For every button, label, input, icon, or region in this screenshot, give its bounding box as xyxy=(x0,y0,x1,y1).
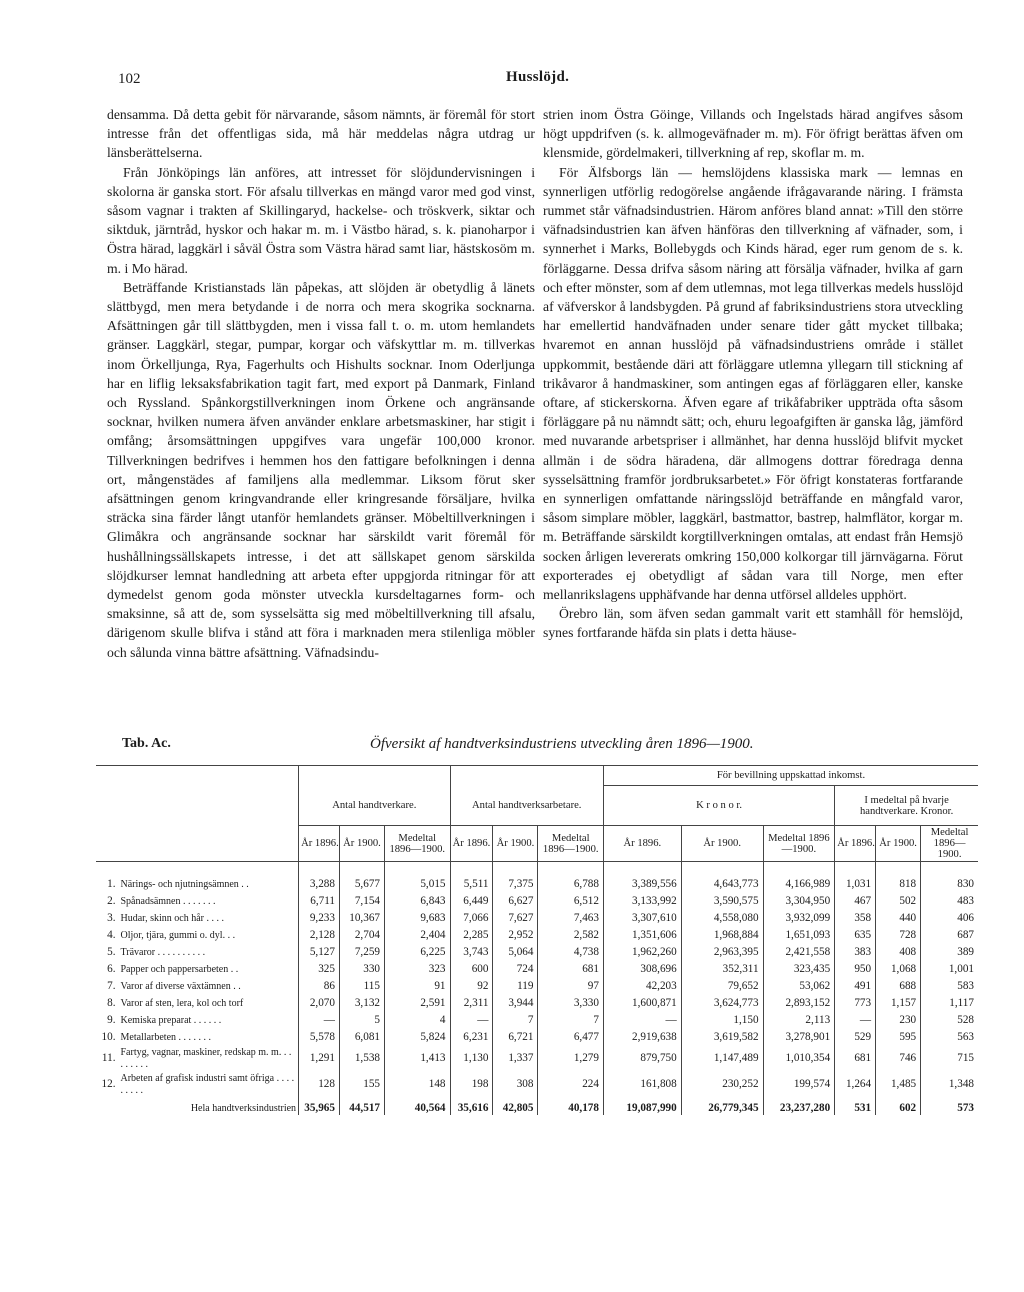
row-label: Varor af diverse växtämnen . . xyxy=(120,980,241,992)
table-cell: 406 xyxy=(921,910,978,927)
header-kronor: K r o n o r. xyxy=(603,786,834,826)
table-cell: 2,421,558 xyxy=(763,944,835,961)
table-cell: 6,843 xyxy=(385,893,451,910)
table-cell: 6,231 xyxy=(450,1029,493,1046)
table-cell: 2,591 xyxy=(385,995,451,1012)
table-cell: 688 xyxy=(876,978,921,995)
table-cell: 1,150 xyxy=(681,1012,763,1029)
table-cell: 502 xyxy=(876,893,921,910)
table-cell: 148 xyxy=(385,1072,451,1098)
left-column xyxy=(107,105,535,662)
table-cell: 2,070 xyxy=(299,995,340,1012)
row-label: Arbeten af grafisk industri samt öfriga . . . . . . . . . xyxy=(120,1072,295,1096)
table-cell: 2,404 xyxy=(385,927,451,944)
table-cell: 3,288 xyxy=(299,876,340,893)
row-label: Kemiska preparat . . . . . . xyxy=(120,1014,222,1026)
table-cell: 389 xyxy=(921,944,978,961)
table-cell: 3,307,610 xyxy=(603,910,681,927)
table-cell: 4 xyxy=(385,1012,451,1029)
table-cell: 715 xyxy=(921,1046,978,1072)
col-header: År 1896. xyxy=(450,826,493,862)
table-cell: 358 xyxy=(835,910,876,927)
right-column xyxy=(543,105,963,643)
paragraph: Från Jönköpings län anföres, att intresset för slöjdundervisningen i skolorna är ganska stort. För afsalu tillverkas en mängd varor med god vinst, såsom vagnar i trakten af Skillingaryd, hackelse- och tröskverk, siktar och siktduk, järntråd, hyskor och hakar m. m. i Västbo härad, s. k. pianoharpor i Östra härad, laggkärl i såväl Östra som Västra härad samt liar, hästskosöm m. m. i Mo härad. xyxy=(107,164,535,276)
table-cell: 5,677 xyxy=(339,876,384,893)
page-number: 102 xyxy=(118,71,141,87)
table-cell: 1,351,606 xyxy=(603,927,681,944)
table-cell: 44,517 xyxy=(339,1098,384,1115)
table-cell: 2,311 xyxy=(450,995,493,1012)
col-header: År 1900. xyxy=(681,826,763,862)
table-cell: 6,721 xyxy=(493,1029,538,1046)
table-cell: 1,264 xyxy=(835,1072,876,1098)
table-cell: 86 xyxy=(299,978,340,995)
table-cell: 1,538 xyxy=(339,1046,384,1072)
table-cell: 408 xyxy=(876,944,921,961)
col-header: Medeltal 1896—1900. xyxy=(385,826,451,862)
table-cell: 1,147,489 xyxy=(681,1046,763,1072)
table-cell: 746 xyxy=(876,1046,921,1072)
table-cell: 79,652 xyxy=(681,978,763,995)
table-cell: 6,225 xyxy=(385,944,451,961)
table-cell: 161,808 xyxy=(603,1072,681,1098)
table-cell: 7,463 xyxy=(538,910,604,927)
table-cell: 467 xyxy=(835,893,876,910)
table-cell: 573 xyxy=(921,1098,978,1115)
table-cell: 7,375 xyxy=(493,876,538,893)
table-cell: 325 xyxy=(299,961,340,978)
table-cell: 1,968,884 xyxy=(681,927,763,944)
table-cell: 6,449 xyxy=(450,893,493,910)
table-cell: 2,919,638 xyxy=(603,1029,681,1046)
table-cell: 352,311 xyxy=(681,961,763,978)
table-cell: 5,064 xyxy=(493,944,538,961)
table-cell: 2,113 xyxy=(763,1012,835,1029)
table-cell: 3,330 xyxy=(538,995,604,1012)
row-index: 1. xyxy=(107,877,116,890)
table-cell: 230,252 xyxy=(681,1072,763,1098)
table-cell: 563 xyxy=(921,1029,978,1046)
table-cell: 1,291 xyxy=(299,1046,340,1072)
table-cell: — xyxy=(835,1012,876,1029)
table-cell: 1,651,093 xyxy=(763,927,835,944)
table-cell: 53,062 xyxy=(763,978,835,995)
table-row xyxy=(96,1012,978,1029)
table-cell: 2,582 xyxy=(538,927,604,944)
table-cell: 308 xyxy=(493,1072,538,1098)
col-header: År 1896. xyxy=(835,826,876,862)
total-label: Hela handtverksindustrien xyxy=(190,1102,297,1114)
statistics-table xyxy=(96,765,978,1115)
table-label: Tab. Ac. xyxy=(122,736,171,751)
table-cell: 483 xyxy=(921,893,978,910)
header-medeltal-per: I medeltal på hvarje handtverkare. Kronor. xyxy=(835,786,978,826)
table-cell: 5,127 xyxy=(299,944,340,961)
table-cell: 35,965 xyxy=(299,1098,340,1115)
table-cell: 199,574 xyxy=(763,1072,835,1098)
row-label: Metallarbeten . . . . . . . xyxy=(120,1031,212,1043)
table-cell: 1,068 xyxy=(876,961,921,978)
paragraph: För Älfsborgs län — hemslöjdens klassiska mark — lemnas en synnerligen utförlig redogörelse angående ifrågavarande näring. I främsta rummet står väfnadsindustrien. Härom anföres bland annat: »Till den större väfnadsindustrien kan äfven hänföras den tillverkning af väfnader, som, i synnerhet i Marks, Bollebygds och Kinds härad, eger rum genom de s. k. förläggarne. Dessa drifva såsom näring att försälja väfnader, hvilka af garn och efter mönster, som af dem utlemnas, mot lega tillverkas medels husslöjd af väfverskor å landsbygden. På grund af fabriksindustriens stora utveckling har emellertid handväfnaden under senare tider gått mycket tillbaka; hvaremot en annan husslöjd på väfnadsindustriens område i stället uppkommit, bestående däri att förläggare utlemna yllegarn till stickning af trikåvaror å handmaskiner, som antingen egas af förläggaren eller, kanske oftare, af stickerskorna. Äfven egare af trikåfabriker uppträda ofta såsom förläggare på nu nämndt sätt; och, ehuru legoafgiften är ganska låg, jämförd med nuvarande arbetspriser i allmänhet, har denna husslöjd blifvit mycket allmän i de södra häradena, där allmogens dottrar föredraga denna sysselsättning framför jordbruksarbetet.» För öfrigt konstateras fortfarande en synnerligen omfattande näringsslöjd beträffande en mångfald varor, såsom simplare möbler, laggkärl, bastmattor, bastrep, halmflätor, korgar m. m. Beträffande särskildt korgtillverkningen omtalas, att endast från Hemsjö socken årligen levererats omkring 150,000 kolkorgar till järnvägarna. Förut exporterades ej obetydligt af sådan vara till Norge, men efter mellanrikslagens upphäfvande har denna utförsel alldeles upphört. xyxy=(543,164,963,603)
table-row xyxy=(96,961,978,978)
table-cell: 3,590,575 xyxy=(681,893,763,910)
col-header: År 1900. xyxy=(493,826,538,862)
table-cell: 42,203 xyxy=(603,978,681,995)
table-cell: 2,893,152 xyxy=(763,995,835,1012)
table-row xyxy=(96,944,978,961)
table-cell: 583 xyxy=(921,978,978,995)
table-cell: 531 xyxy=(835,1098,876,1115)
table-cell: 818 xyxy=(876,876,921,893)
table-cell: 26,779,345 xyxy=(681,1098,763,1115)
table-cell: 3,132 xyxy=(339,995,384,1012)
table-cell: 3,932,099 xyxy=(763,910,835,927)
table-cell: 230 xyxy=(876,1012,921,1029)
table-row xyxy=(96,927,978,944)
running-head: Husslöjd. xyxy=(506,69,570,85)
table-cell: 5,578 xyxy=(299,1029,340,1046)
table-cell: 3,133,992 xyxy=(603,893,681,910)
table-cell: 7,627 xyxy=(493,910,538,927)
table-cell: 42,805 xyxy=(493,1098,538,1115)
table-cell: 6,711 xyxy=(299,893,340,910)
table-cell: 1,279 xyxy=(538,1046,604,1072)
table-cell: 529 xyxy=(835,1029,876,1046)
table-title: Öfversikt af handtverksindustriens utveckling åren 1896—1900. xyxy=(370,736,754,752)
table-cell: 6,788 xyxy=(538,876,604,893)
table-cell: 728 xyxy=(876,927,921,944)
table-cell: 155 xyxy=(339,1072,384,1098)
table-cell: 2,704 xyxy=(339,927,384,944)
table-cell: 6,477 xyxy=(538,1029,604,1046)
table-cell: 1,413 xyxy=(385,1046,451,1072)
row-index: 2. xyxy=(107,894,116,907)
table-cell: 440 xyxy=(876,910,921,927)
row-index: 5. xyxy=(107,945,116,958)
table-cell: 3,624,773 xyxy=(681,995,763,1012)
table-row xyxy=(96,1072,978,1098)
table-cell: 1,130 xyxy=(450,1046,493,1072)
table-row xyxy=(96,995,978,1012)
header-inkomst: För bevillning uppskattad inkomst. xyxy=(603,766,978,786)
table-cell: 383 xyxy=(835,944,876,961)
table-cell: 1,010,354 xyxy=(763,1046,835,1072)
col-header: Medeltal 1896—1900. xyxy=(921,826,978,862)
table-cell: 7,066 xyxy=(450,910,493,927)
table-cell: 600 xyxy=(450,961,493,978)
table-cell: 3,944 xyxy=(493,995,538,1012)
table-cell: 40,178 xyxy=(538,1098,604,1115)
table-cell: 97 xyxy=(538,978,604,995)
table-cell: 681 xyxy=(538,961,604,978)
row-label: Papper och pappersarbeten . . xyxy=(120,963,239,975)
header-arbetare: Antal handtverksarbetare. xyxy=(450,786,603,826)
row-index: 11. xyxy=(101,1052,116,1064)
col-header: År 1896. xyxy=(603,826,681,862)
table-row xyxy=(96,1029,978,1046)
row-index: 4. xyxy=(107,928,116,941)
table-cell: 5,015 xyxy=(385,876,451,893)
table-cell: 1,962,260 xyxy=(603,944,681,961)
table-cell: 3,304,950 xyxy=(763,893,835,910)
table-cell: 224 xyxy=(538,1072,604,1098)
table-cell: 491 xyxy=(835,978,876,995)
row-label: Hudar, skinn och hår . . . . xyxy=(120,912,224,924)
table-cell: 23,237,280 xyxy=(763,1098,835,1115)
table-cell: 5 xyxy=(339,1012,384,1029)
row-index: 9. xyxy=(107,1013,116,1026)
col-header: År 1896. xyxy=(299,826,340,862)
table-cell: 1,157 xyxy=(876,995,921,1012)
paragraph: Örebro län, som äfven sedan gammalt varit ett stamhåll för hemslöjd, synes fortfarande häfda sin plats i detta häuse- xyxy=(543,606,963,641)
table-cell: 602 xyxy=(876,1098,921,1115)
table-cell: 91 xyxy=(385,978,451,995)
table-cell: 1,117 xyxy=(921,995,978,1012)
table-cell: 830 xyxy=(921,876,978,893)
table-cell: 6,512 xyxy=(538,893,604,910)
col-header: Medeltal 1896—1900. xyxy=(763,826,835,862)
table-cell: 1,600,871 xyxy=(603,995,681,1012)
table-cell: 4,738 xyxy=(538,944,604,961)
total-row xyxy=(96,1098,978,1115)
table-cell: 5,511 xyxy=(450,876,493,893)
table-cell: 308,696 xyxy=(603,961,681,978)
table-cell: 5,824 xyxy=(385,1029,451,1046)
table-cell: 323 xyxy=(385,961,451,978)
row-label: Trävaror . . . . . . . . . . xyxy=(120,946,206,958)
table-cell: 773 xyxy=(835,995,876,1012)
table-cell: 950 xyxy=(835,961,876,978)
table-cell: 35,616 xyxy=(450,1098,493,1115)
row-label: Fartyg, vagnar, maskiner, redskap m. m. . . . . . . . . xyxy=(120,1046,292,1070)
table-cell: 1,348 xyxy=(921,1072,978,1098)
table-row xyxy=(96,1046,978,1072)
table-cell: 323,435 xyxy=(763,961,835,978)
table-row xyxy=(96,876,978,893)
table-cell: 7,154 xyxy=(339,893,384,910)
header-handtverkare: Antal handtverkare. xyxy=(299,786,450,826)
table-cell: 3,743 xyxy=(450,944,493,961)
table-cell: 3,278,901 xyxy=(763,1029,835,1046)
table-cell: 1,485 xyxy=(876,1072,921,1098)
col-header: År 1900. xyxy=(339,826,384,862)
paragraph: densamma. Då detta gebit för närvarande, såsom nämnts, är föremål för stort intresse från det offentligas sida, må här meddelas några utdrag ur länsberättelserna. xyxy=(107,107,535,161)
table-cell: 92 xyxy=(450,978,493,995)
table-cell: 9,683 xyxy=(385,910,451,927)
row-index: 3. xyxy=(107,911,116,924)
table-cell: 2,963,395 xyxy=(681,944,763,961)
table-cell: 40,564 xyxy=(385,1098,451,1115)
paragraph: strien inom Östra Göinge, Villands och Ingelstads härad angifves såsom högt uppdrifven (s. k. allmogeväfnader m. m). För öfrigt berättas äfven om klensmide, gördelmakeri, tillverkning af rep, skoflar m. m. xyxy=(543,107,963,161)
table-row xyxy=(96,910,978,927)
row-index: 10. xyxy=(101,1030,116,1043)
table-cell: — xyxy=(603,1012,681,1029)
table-cell: 7 xyxy=(538,1012,604,1029)
table-cell: 3,389,556 xyxy=(603,876,681,893)
table-cell: 19,087,990 xyxy=(603,1098,681,1115)
table-cell: 4,166,989 xyxy=(763,876,835,893)
table-cell: 1,031 xyxy=(835,876,876,893)
table-cell: 10,367 xyxy=(339,910,384,927)
row-label: Varor af sten, lera, kol och torf xyxy=(120,997,244,1009)
table-row xyxy=(96,978,978,995)
table-cell: 4,558,080 xyxy=(681,910,763,927)
table-cell: 9,233 xyxy=(299,910,340,927)
row-index: 7. xyxy=(107,979,116,992)
table-cell: 7,259 xyxy=(339,944,384,961)
table-cell: 128 xyxy=(299,1072,340,1098)
table-body xyxy=(96,862,978,1115)
table-cell: 6,081 xyxy=(339,1029,384,1046)
row-label: Spånadsämnen . . . . . . . xyxy=(120,895,216,907)
table-cell: 1,001 xyxy=(921,961,978,978)
col-header: År 1900. xyxy=(876,826,921,862)
table-cell: 635 xyxy=(835,927,876,944)
row-index: 6. xyxy=(107,962,116,975)
table-cell: 879,750 xyxy=(603,1046,681,1072)
table-cell: 595 xyxy=(876,1029,921,1046)
table-row xyxy=(96,893,978,910)
table-cell: 1,337 xyxy=(493,1046,538,1072)
table-cell: — xyxy=(450,1012,493,1029)
table-cell: 3,619,582 xyxy=(681,1029,763,1046)
table-cell: 330 xyxy=(339,961,384,978)
table-cell: 198 xyxy=(450,1072,493,1098)
row-index: 8. xyxy=(107,996,116,1009)
col-header: Medeltal 1896—1900. xyxy=(538,826,604,862)
table-cell: 6,627 xyxy=(493,893,538,910)
paragraph: Beträffande Kristianstads län påpekas, att slöjden är obetydlig å länets slättbygd, men mera betydande i de norra och mera skogrika socknarna. Afsättningen går till slättbygden, men i vissa fall t. o. m. utom hemlandets gränser. Laggkärl, stegar, pumpar, korgar och väfskyttlar m. m. tillverkas inom Örkelljunga, Rya, Fagerhults och Hishults socknar. Inom Oderljunga har en liflig leksaksfabrikation tagit fart, med export på Danmark, Finland och Ryssland. Spånkorgstillverkningen inom Örkene och angränsande socknar, hvilken numera äfven använder enklare arbetsmaskiner, har stigit i omfång; årsomsättningen uppgifves vara ungefär 100,000 kronor. Tillverkningen bedrifves i hemmen hos den fattigare befolkningen i denna ort, mångenstädes af familjens alla medlemmar. Liksom förut sker afsättningen genom kringvandrande eller kringresande försäljare, hvilka sträcka sina färder långt utanför hemlandets gränser. Möbeltillverkningen i Glimåkra och angränsande socknar har särskildt varit föremål för hushållningssällskapets intresse, i det att sällskapet genom särskilda slöjdkurser lemnat handledning att arbeta efter uppgjorda ritningar för att dymedelst genom goda mönster utveckla kursdeltagarnes form- och smaksinne, så att de, som sysselsätta sig med möbeltillverkning till afsalu, därigenom skulle blifva i stånd att föra i marknaden mera stilenliga möbler och sålunda vinna bättre afsättning. Väfnadsindu- xyxy=(107,279,535,660)
table-cell: 2,285 xyxy=(450,927,493,944)
table-cell: 2,952 xyxy=(493,927,538,944)
table-cell: 724 xyxy=(493,961,538,978)
table-cell: 528 xyxy=(921,1012,978,1029)
table-cell: 687 xyxy=(921,927,978,944)
row-index: 12. xyxy=(101,1078,116,1090)
table-cell: 119 xyxy=(493,978,538,995)
table-cell: 115 xyxy=(339,978,384,995)
table-cell: — xyxy=(299,1012,340,1029)
table-cell: 7 xyxy=(493,1012,538,1029)
row-label: Oljor, tjära, gummi o. dyl. . . xyxy=(120,929,236,941)
table-cell: 4,643,773 xyxy=(681,876,763,893)
table-cell: 2,128 xyxy=(299,927,340,944)
table-cell: 681 xyxy=(835,1046,876,1072)
row-label: Närings- och njutningsämnen . . xyxy=(120,878,249,890)
